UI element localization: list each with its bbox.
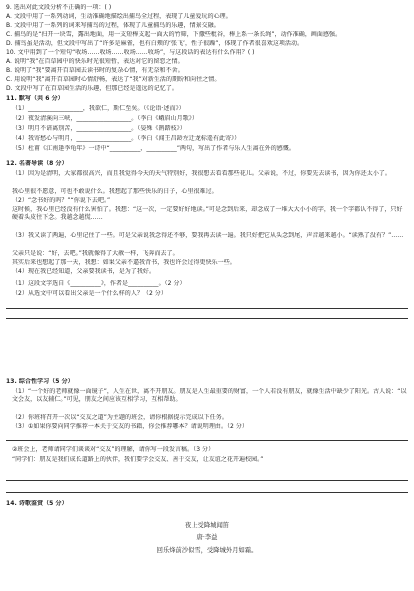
passage-para-2: 我心里很不愿意，可也不敢说什么。我想起了那些快乐的日子，心里很难过。 [12, 188, 218, 195]
poem-author: 唐·李益 [196, 534, 218, 541]
answer-line [6, 492, 408, 493]
section-13-heading: 13. 综合性学习（5 分） [6, 378, 74, 385]
question-9: 9. 选出对此文段分析不正确的一项：( ) [6, 4, 112, 11]
comprehensive-para-4: ②班会上，老师请同学们谈谈对“交友”的理解，请你写一段发言稿。（3 分） [12, 446, 215, 453]
section-11-heading: 11. 默写（共 6 分） [6, 95, 64, 102]
option-a: A. 文段中用了一系列动词，生动准确地描绘出捕鸟全过程，表现了儿童爱玩的心理。 [6, 13, 232, 20]
option-c: C. 捕鸟的是“扫开一块雪，露出地面，用一支短棒支起一面大的竹筛，下撒些秕谷，棒上系一条长绳”，动作准确，画面感强。 [6, 31, 342, 38]
option-10d: D. 文段中写了在百草园生活的乐趣，但那已经是遥远的记忆了。 [6, 85, 178, 92]
option-10a: A. 说明“我”在百草园中的快乐时光很短暂，表达对它的留恋之情。 [6, 58, 184, 65]
recite-line-4: （4）我寄愁心与明月，__________________。（李白《闻王昌龄左迁龙标遥有此寄》） [12, 135, 241, 142]
poem-title: 夜上受降城闻笛 [184, 522, 230, 529]
answer-line [6, 318, 408, 319]
comprehensive-para-1: （1）“一个好的老师就像一面镜子”，人生在世，离不开朋友。朋友是人生最重要的财富，一个人若没有朋友，就像生活中缺少了阳光。古人说：“以文会友，以友辅仁。”可见，朋友之间应该互相学习，互相帮助。 [12, 388, 407, 403]
section-14-heading: 14. 诗歌鉴赏（5 分） [6, 500, 68, 507]
section-12-heading: 12. 名著导读（8 分） [6, 160, 68, 167]
option-10c: C. 用说明“我”离开百草园时心情舒畅，表达了“我”对新生活的期盼和向往之情。 [6, 76, 221, 83]
passage-para-6: 父亲只是说：“好，去吧。”我就像得了大赦一样，飞奔而去了。 [12, 250, 179, 257]
recite-line-5: （5）杜甫《江南逢李龟年》一诗中“__________，__________”两句，写出了作者与乐人生离在外的感慨。 [12, 145, 295, 152]
passage-para-8: （4）现在我已经知道，父亲要我读书，是为了我好。 [12, 268, 156, 275]
comprehensive-para-3: （3）①如果你要向同学推荐一本关于交友的书籍，你会推荐哪本？请说明理由。（2 分） [12, 423, 248, 430]
passage-para-7: 其实后来也想起了那一天，我想：如果父亲不逼我背书，我也许会过得更快乐一些。 [12, 259, 236, 266]
passage-para-1: （1）因为是清明，大家都很高兴，而且我觉得今天的天气特别好，我很想去看看那些花儿。父亲说，不过，你要先去读书，因为你还太小了。 [12, 170, 391, 177]
passage-question-2: （2）从选文中可以看出父亲是一个什么样的人？（2 分） [12, 290, 167, 297]
passage-para-4: 这时候，我心里已经没有什么害怕了。我想：“这一次，一定要好好地读。”可是念到后来，却念成了一堆大大小小的字，我一个字都认不得了，只好硬着头皮往下念。我越念越慌…… [12, 206, 403, 221]
answer-line [6, 308, 408, 309]
recite-line-1: （1）__________________，我欲仁，斯仁至矣。（《论语·述而》） [12, 105, 185, 112]
recite-line-3: （3）明月不谙离别苦，__________________。（晏殊《鹊踏枝》） [12, 125, 186, 132]
question-10: 10. 文中用到了一个短句“收场……收场……收场……收场”，与这段话的表达有什么作用？( ) [6, 49, 255, 56]
passage-question-1: （1）这段文字选自《__________》，作者是__________。（2 分） [12, 280, 186, 287]
option-b: B. 文段中用了一系列的词来写捕鸟的过程，体现了儿童捕鸟的乐趣，情景交融。 [6, 22, 220, 29]
option-10b: B. 说明了“我”要离开百草园去读书时的复杂心情，有无奈和不舍。 [6, 67, 184, 74]
answer-line [6, 480, 408, 481]
comprehensive-para-2: （2）你班将召开一次以“交友之道”为主题的班会，请你根据提示完成以下任务。 [12, 414, 228, 421]
recite-line-2: （2）夜发清溪向三峡，__________________。（李白《峨眉山月歌》） [12, 115, 198, 122]
answer-line [6, 440, 408, 441]
passage-para-5: （3）我又读了两遍，心里记住了一些。可是父亲说我念得还不够，要我再去读一遍。我只好把它从头念到尾，声音越来越小。“读熟了没有？”…… [12, 232, 404, 239]
passage-para-3: （2）“念书好的吗？”“你说下去吧。” [12, 197, 111, 204]
option-d: D. 捕鸟虽是活动，但文段中写出了“许多是麻雀，也有白颊的‘张飞’，性子很躁”，体现了作者很喜欢这项活动。 [6, 40, 304, 47]
speech-quote: “同学们：朋友是我们成长道路上的伙伴，我们要学会交友、善于交友，让友谊之花开遍校园。” [12, 456, 264, 463]
poem-line: 回乐烽前沙似雪，受降城外月如霜。 [156, 547, 258, 554]
